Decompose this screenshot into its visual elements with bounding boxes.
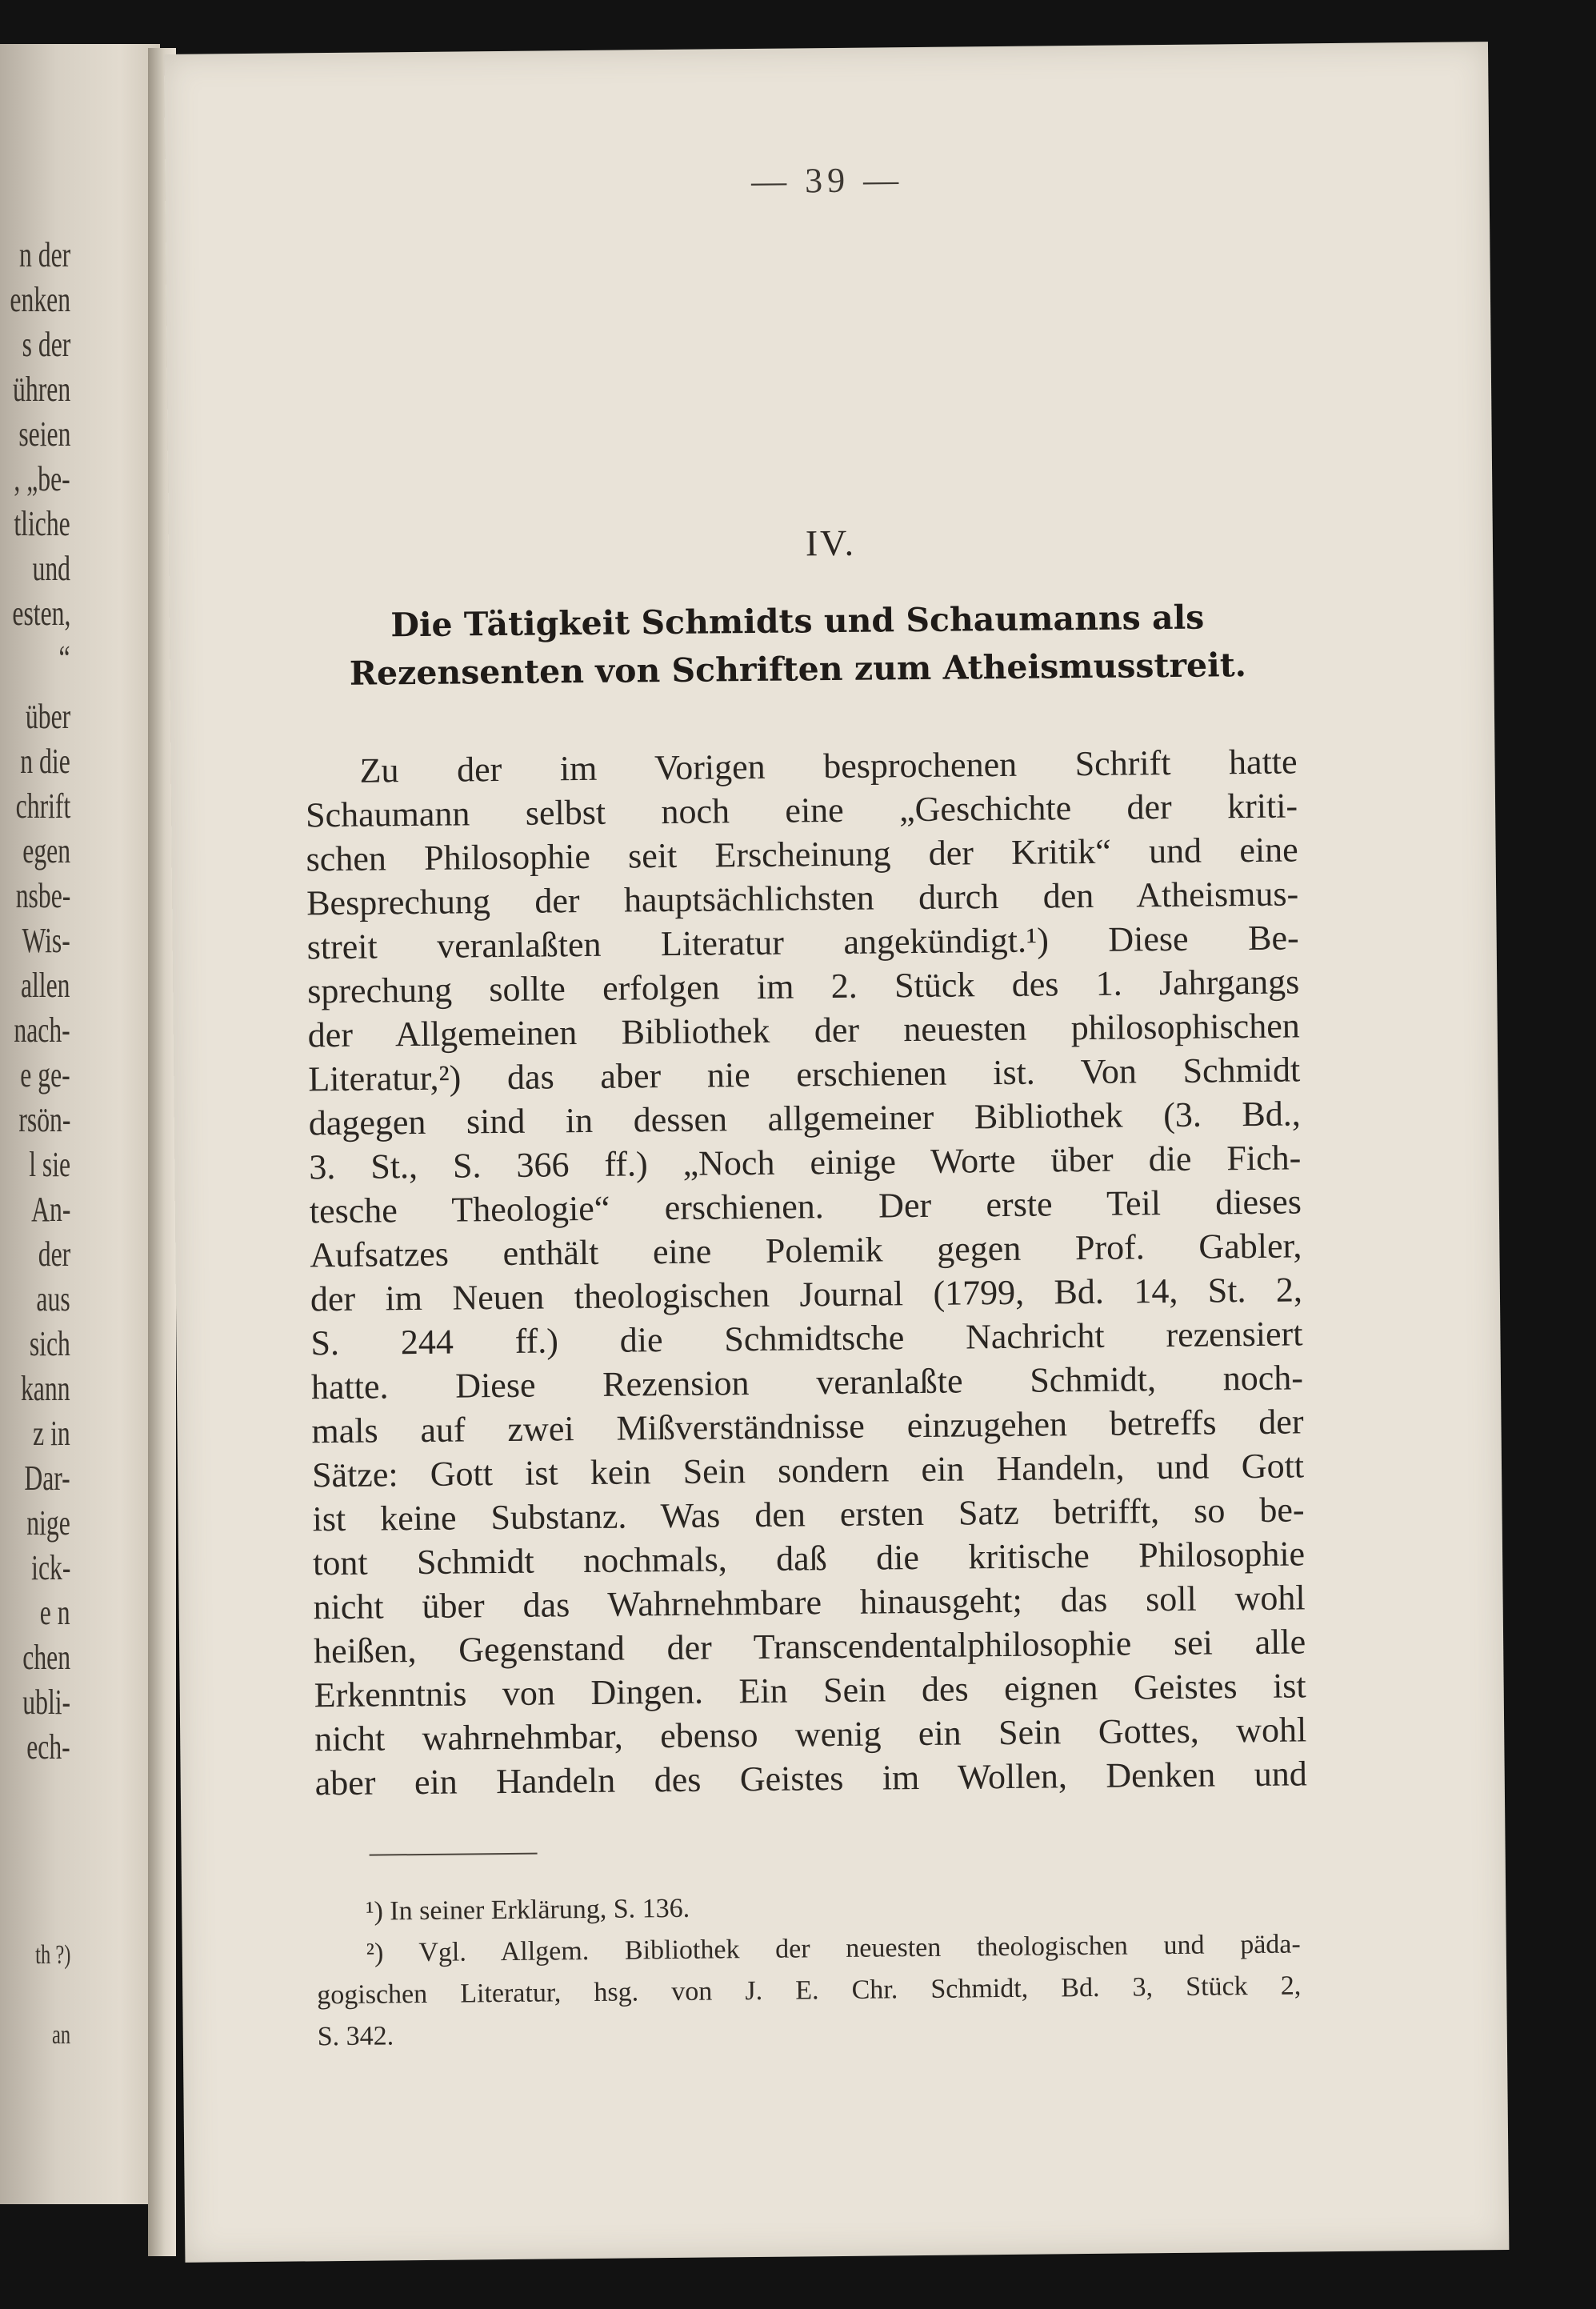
left-page-fragment: z in bbox=[33, 1414, 70, 1453]
left-page-fragment: nige bbox=[26, 1503, 70, 1543]
body-line: der Allgemeinen Bibliothek der neuesten philosophischen bbox=[307, 1006, 1300, 1055]
footnote-2-line-3: S. 342. bbox=[317, 2021, 394, 2052]
body-line: mals auf zwei Mißverständnisse einzugehen betreffs der bbox=[311, 1402, 1304, 1451]
left-page-fragment: ubli- bbox=[22, 1683, 70, 1722]
left-page-fragment: chen bbox=[22, 1638, 70, 1677]
left-page-fragment: egen bbox=[22, 831, 70, 870]
section-heading-line-2: Rezensenten von Schriften zum Atheismusstreit. bbox=[349, 646, 1247, 693]
left-page-fragment: der bbox=[38, 1235, 70, 1274]
footnote-2-line-1: ²) Vgl. Allgem. Bibliothek der neuesten theologischen und päda- bbox=[366, 1929, 1301, 1968]
body-line: Zu der im Vorigen besprochenen Schrift hatte bbox=[359, 742, 1298, 790]
left-page-fragment: , „be- bbox=[14, 459, 70, 498]
left-page-fragment: Wis- bbox=[22, 921, 70, 960]
left-page-fragment: an bbox=[51, 2020, 70, 2050]
body-line: tesche Theologie“ erschienen. Der erste Teil dieses bbox=[309, 1182, 1302, 1231]
footnote-divider bbox=[370, 1853, 538, 1856]
body-text bbox=[305, 739, 1307, 1805]
section-heading-line-1: Die Tätigkeit Schmidts und Schaumanns als bbox=[390, 598, 1205, 645]
left-page-fragment: und bbox=[32, 549, 70, 588]
right-page bbox=[164, 42, 1509, 2263]
body-line: nicht wahrnehmbar, ebenso wenig ein Sein Gottes, wohl bbox=[314, 1710, 1307, 1759]
left-page-fragment: rsön- bbox=[18, 1100, 70, 1139]
body-line: hatte. Diese Rezension veranlaßte Schmidt, noch- bbox=[310, 1358, 1304, 1407]
left-page-fragment: esten, bbox=[11, 594, 70, 633]
left-page-fragment: An- bbox=[30, 1190, 70, 1229]
footnote-1: ¹) In seiner Erklärung, S. 136. bbox=[366, 1893, 690, 1927]
left-page-fragment: tliche bbox=[14, 504, 70, 543]
body-line: Erkenntnis von Dingen. Ein Sein des eignen Geistes ist bbox=[314, 1666, 1306, 1715]
left-page-fragment: nsbe- bbox=[15, 876, 70, 915]
left-page-fragment: kann bbox=[21, 1369, 70, 1408]
page-number: — 39 — bbox=[750, 160, 904, 201]
body-line: tont Schmidt nochmals, daß die kritische Philosophie bbox=[312, 1534, 1306, 1583]
left-page bbox=[0, 44, 160, 2204]
left-page-fragment: ick- bbox=[30, 1548, 70, 1587]
left-page-fragment: ech- bbox=[26, 1727, 70, 1767]
body-line: heißen, Gegenstand der Transcendentalphilosophie sei alle bbox=[313, 1622, 1306, 1671]
body-line: S. 244 ff.) die Schmidtsche Nachricht rezensiert bbox=[310, 1314, 1303, 1363]
left-page-fragment: “ bbox=[58, 638, 70, 678]
left-page-fragment: über bbox=[25, 697, 70, 736]
body-line: der im Neuen theologischen Journal (1799, Bd. 14, St. 2, bbox=[310, 1270, 1303, 1319]
chapter-number: IV. bbox=[805, 522, 857, 564]
footnotes bbox=[316, 1882, 1302, 2058]
body-line: aber ein Handeln des Geistes im Wollen, Denken und bbox=[314, 1754, 1307, 1803]
left-page-fragment: allen bbox=[21, 966, 70, 1005]
left-page-fragment: aus bbox=[36, 1279, 70, 1319]
body-line: Besprechung der hauptsächlichsten durch den Atheismus- bbox=[306, 874, 1299, 923]
left-page-fragment: ühren bbox=[12, 370, 70, 409]
body-line: sprechung sollte erfolgen im 2. Stück des 1. Jahrgangs bbox=[307, 962, 1300, 1011]
left-page-fragment: th ?) bbox=[34, 1940, 70, 1970]
left-page-fragment: chrift bbox=[15, 786, 70, 826]
footnote-2-line-2: gogischen Literatur, hsg. von J. E. Chr. Schmidt, Bd. 3, Stück 2, bbox=[317, 1971, 1302, 2011]
left-page-fragment: e ge- bbox=[20, 1055, 70, 1094]
left-page-fragment: e n bbox=[40, 1593, 70, 1632]
left-page-fragment: enken bbox=[10, 280, 70, 319]
body-line: dagegen sind in dessen allgemeiner Bibliothek (3. Bd., bbox=[308, 1094, 1302, 1143]
body-line: Aufsatzes enthält eine Polemik gegen Prof. Gabler, bbox=[310, 1226, 1302, 1275]
body-line: Literatur,²) das aber nie erschienen ist. Von Schmidt bbox=[308, 1050, 1301, 1099]
left-page-fragment: n der bbox=[18, 235, 70, 274]
body-line: Schaumann selbst noch eine „Geschichte der kriti- bbox=[305, 786, 1298, 835]
body-line: schen Philosophie seit Erscheinung der Kritik“ und eine bbox=[306, 830, 1298, 879]
body-line: streit veranlaßten Literatur angekündigt.¹) Diese Be- bbox=[306, 918, 1299, 967]
body-line: nicht über das Wahrnehmbare hinausgeht; das soll wohl bbox=[313, 1578, 1306, 1627]
left-page-fragment: sich bbox=[29, 1324, 70, 1363]
left-page-fragment: Dar- bbox=[24, 1459, 70, 1498]
body-line: Sätze: Gott ist kein Sein sondern ein Handeln, und Gott bbox=[311, 1446, 1305, 1495]
left-page-fragment: seien bbox=[18, 414, 70, 454]
body-line: 3. St., S. 366 ff.) „Noch einige Worte über die Fich- bbox=[309, 1138, 1302, 1187]
left-page-fragment: n die bbox=[20, 742, 70, 781]
left-page-fragment: l sie bbox=[29, 1145, 70, 1184]
body-line: ist keine Substanz. Was den ersten Satz betrifft, so be- bbox=[312, 1490, 1305, 1539]
left-page-fragment: nach- bbox=[14, 1010, 70, 1050]
left-page-fragment: s der bbox=[22, 325, 70, 364]
